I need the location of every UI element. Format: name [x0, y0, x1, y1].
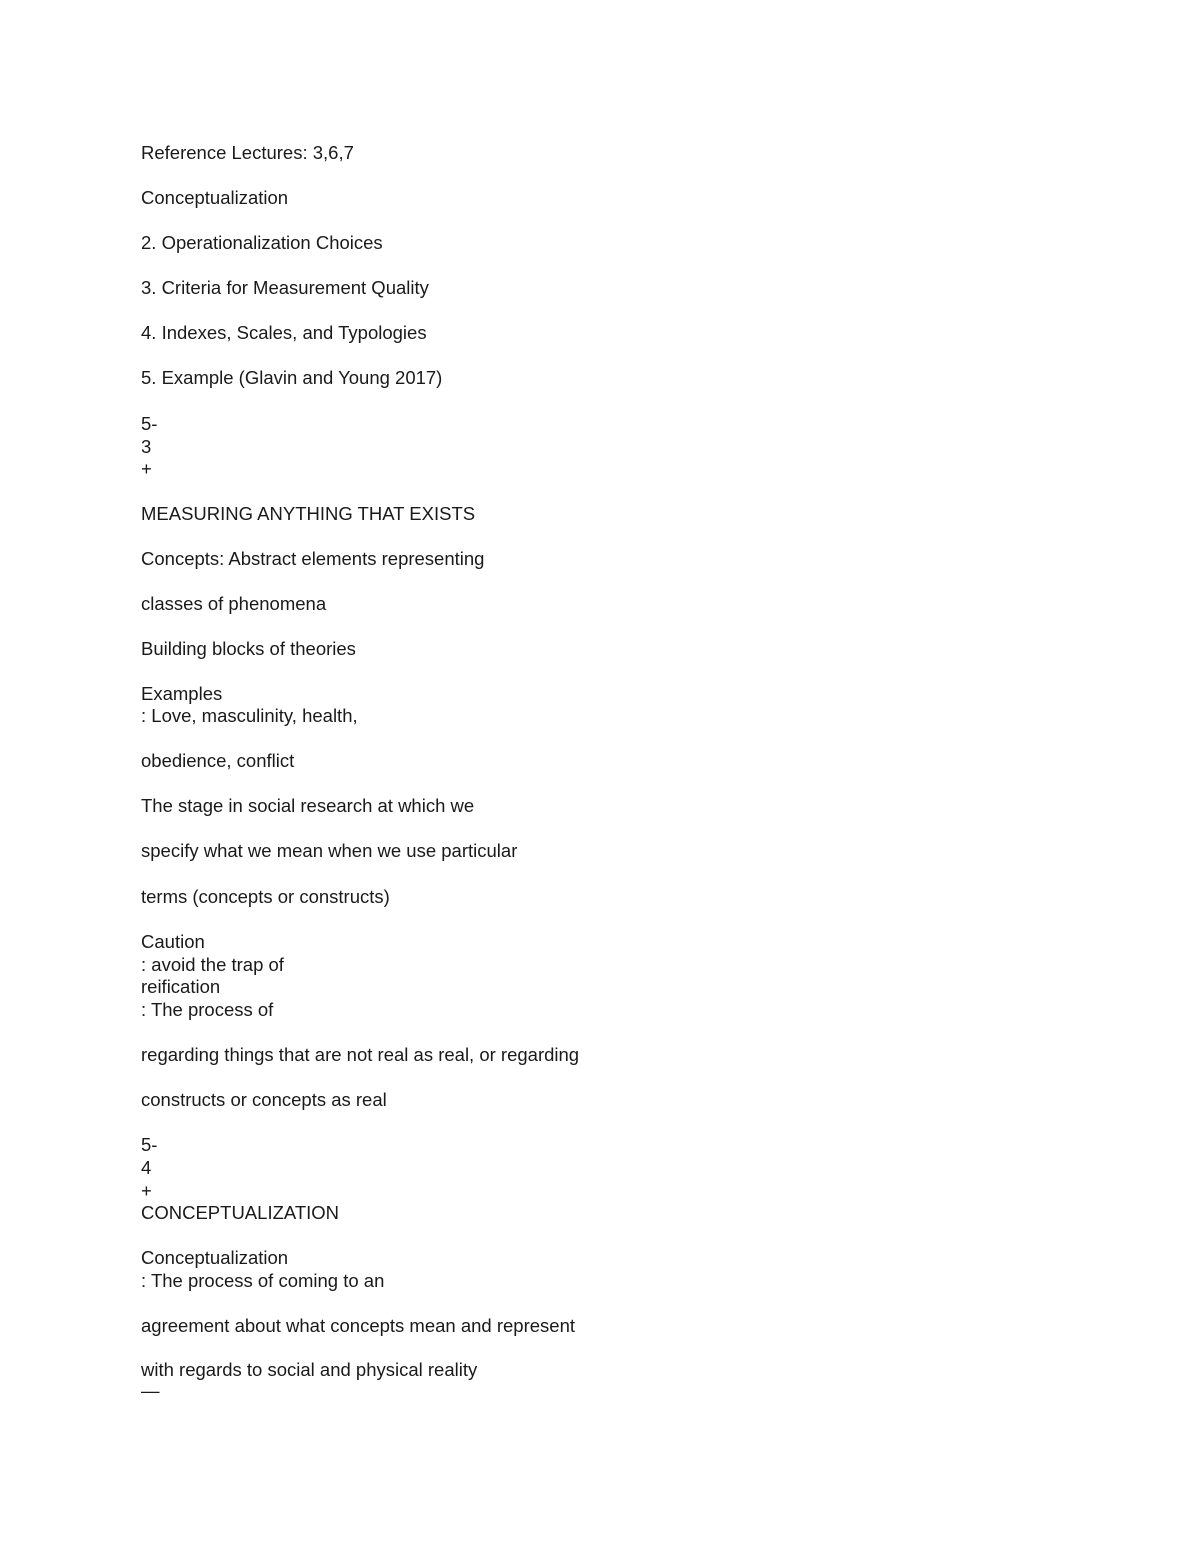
text-line: obedience, conflict	[141, 750, 295, 771]
text-line: constructs or concepts as real	[141, 1089, 387, 1110]
slide-marker-prefix: 5-	[141, 1134, 158, 1155]
text-line: : avoid the trap of	[141, 954, 284, 975]
slide-marker-prefix: 5-	[141, 413, 158, 434]
text-line: Building blocks of theories	[141, 638, 356, 659]
outline-item-criteria: 3. Criteria for Measurement Quality	[141, 277, 429, 298]
slide-marker-plus: +	[141, 458, 152, 479]
text-line: terms (concepts or constructs)	[141, 886, 390, 907]
reference-lectures: Reference Lectures: 3,6,7	[141, 142, 354, 163]
text-line: : Love, masculinity, health,	[141, 705, 358, 726]
section-heading-conceptualization: CONCEPTUALIZATION	[141, 1202, 340, 1223]
outline-item-conceptualization: Conceptualization	[141, 187, 289, 208]
text-line: regarding things that are not real as real, or regarding	[141, 1044, 580, 1065]
outline-item-example: 5. Example (Glavin and Young 2017)	[141, 367, 443, 388]
slide-marker-number: 4	[141, 1157, 152, 1178]
text-line: : The process of coming to an	[141, 1270, 385, 1291]
text-line: Caution	[141, 931, 205, 952]
text-line: Concepts: Abstract elements representing	[141, 548, 485, 569]
text-line: Examples	[141, 683, 223, 704]
outline-item-operationalization: 2. Operationalization Choices	[141, 232, 383, 253]
slide-marker-plus: +	[141, 1180, 152, 1201]
text-line: with regards to social and physical reality	[141, 1359, 478, 1380]
text-line: specify what we mean when we use particular	[141, 840, 518, 861]
text-line: agreement about what concepts mean and represent	[141, 1315, 576, 1336]
trailing-dash: —	[141, 1380, 160, 1401]
slide-marker-number: 3	[141, 436, 152, 457]
outline-item-indexes: 4. Indexes, Scales, and Typologies	[141, 322, 427, 343]
text-line: The stage in social research at which we	[141, 795, 475, 816]
text-line: : The process of	[141, 999, 274, 1020]
text-line: Conceptualization	[141, 1247, 289, 1268]
text-line: reification	[141, 976, 221, 997]
section-heading-measuring: MEASURING ANYTHING THAT EXISTS	[141, 503, 476, 524]
text-line: classes of phenomena	[141, 593, 327, 614]
